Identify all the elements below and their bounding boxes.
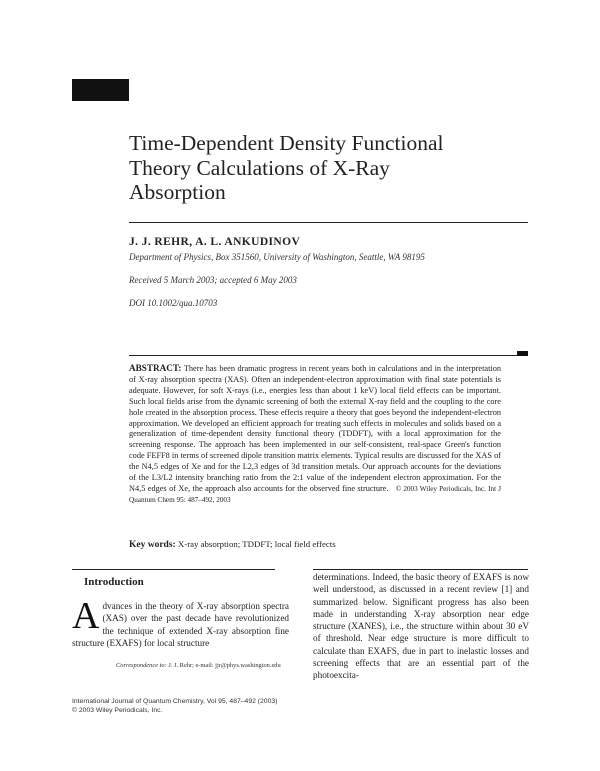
drop-cap: A — [72, 595, 100, 637]
keywords — [129, 539, 336, 550]
correspondence-note — [116, 662, 290, 669]
footer-copyright: © 2003 Wiley Periodicals, Inc. — [72, 706, 163, 714]
keywords-text: X-ray absorption; TDDFT; local field effects — [177, 539, 336, 549]
title-line-3: Absorption — [129, 180, 226, 204]
introduction-heading: Introduction — [84, 576, 144, 588]
article-title — [129, 131, 549, 205]
received-dates: Received 5 March 2003; accepted 6 May 2003 — [129, 275, 297, 285]
chapter-tab-marker — [72, 79, 129, 101]
right-column-rule — [313, 569, 528, 570]
title-divider — [129, 222, 528, 223]
abstract — [129, 363, 501, 506]
correspondence-text: J. J. Rehr; e-mail: jjr@phys.washington.edu — [168, 662, 281, 669]
page-footer — [72, 698, 277, 715]
affiliation: Department of Physics, Box 351560, University of Washington, Seattle, WA 98195 — [129, 252, 425, 262]
doi: DOI 10.1002/qua.10703 — [129, 298, 218, 308]
correspondence-label: Correspondence to: — [116, 662, 167, 669]
title-line-2: Theory Calculations of X-Ray — [129, 155, 390, 180]
abstract-divider-marker — [517, 351, 528, 356]
keywords-label: Key words: — [129, 540, 176, 550]
abstract-text: There has been dramatic progress in recent years both in calculations and in the interpretation of X-ray absorption spectra (XAS). Often an independent-electron approximation with final state potentials is adequate. However, for soft X-rays (i.e., energies less than about 1 keV) local field effects can be important. Such local fields arise from the dynamic screening of both the external X-ray field and the coupling to the core hole created in the absorption process. These effects require a theory that goes beyond the independent-electron approximation. We developed an efficient approach for treating such effects in molecules and solids based on a generalization of time-dependent density functional theory (TDDFT), with a local approximation for the screening response. The approach has been implemented in our self-consistent, real-space Green's function code FEFF8 in terms of screened dipole transition matrix elements. Typical results are discussed for the XAS of the N4,5 edges of Xe and for the L2,3 edges of 3d transition metals. Our approach accounts for the deviations of the L3/L2 intensity branching ratio from the 2:1 value of the independent electron approximation. For the N4,5 edges of Xe, the approach also accounts for the observed fine structure. — [129, 364, 501, 493]
abstract-label: ABSTRACT: — [129, 363, 182, 373]
authors: J. J. REHR, A. L. ANKUDINOV — [129, 236, 301, 248]
title-line-1: Time-Dependent Density Functional — [129, 131, 444, 155]
introduction-left-column — [72, 595, 289, 649]
introduction-right-column: determinations. Indeed, the basic theory of EXAFS is now well understood, as discussed in a recent review [1] and summarized below. Significant progress has also been made in understanding X-ray absorption near edge structure (XANES), i.e., the structure within about 30 eV of threshold. Near edge structure is more difficult to calculate than EXAFS, due in part to inelastic losses and screening effects that are an essential part of the photoexcita- — [313, 572, 529, 680]
footer-journal: International Journal of Quantum Chemistry, Vol 95, 487–492 (2003) — [72, 698, 278, 705]
abstract-divider — [129, 355, 517, 356]
abstract-copyright: © 2003 Wiley Periodicals, Inc. Int J Quantum Chem 95: 487–492, 2003 — [129, 484, 502, 504]
left-column-rule — [72, 569, 275, 570]
introduction-left-text: dvances in the theory of X-ray absorption spectra (XAS) over the past decade have revolutionized the technique of extended X-ray absorption fine structure (EXAFS) for local structure — [72, 601, 289, 648]
